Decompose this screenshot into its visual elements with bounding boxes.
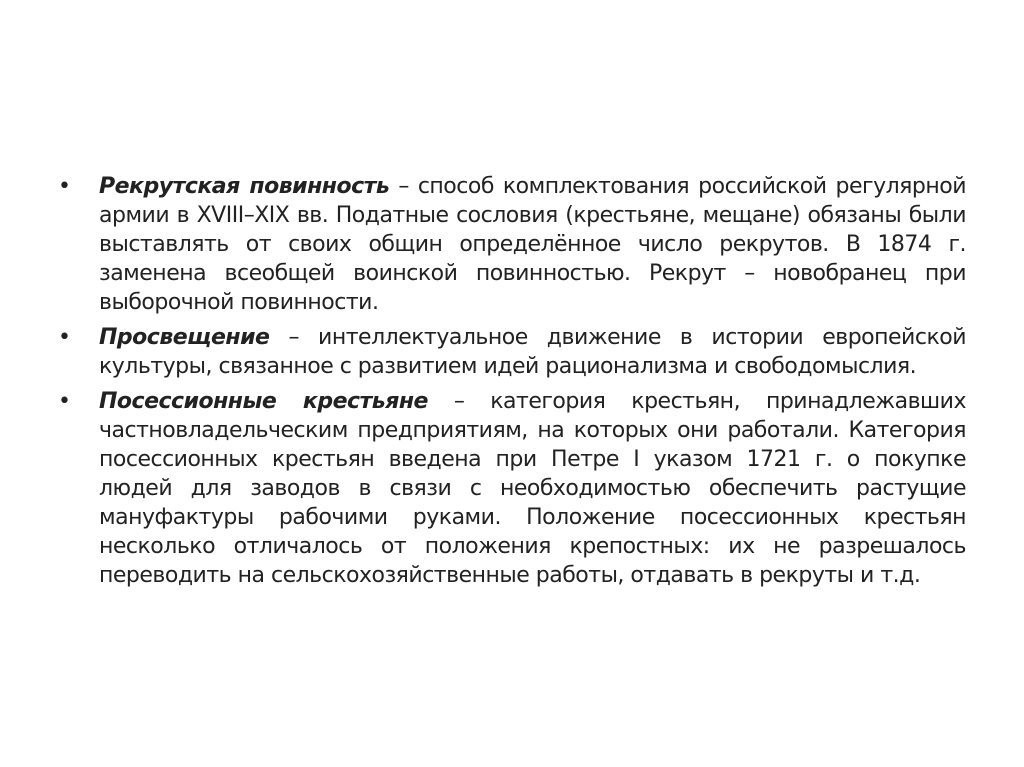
bullet-icon: • xyxy=(58,325,71,350)
definition-term: Рекрутская повинность xyxy=(99,174,390,199)
definition-list xyxy=(58,172,966,590)
definition-text: – интеллектуальное движение в истории европейской культуры, связанное с развитием идей рационализма и свободомыслия. xyxy=(99,325,966,379)
definition-item-possessional-peasants xyxy=(58,387,966,590)
bullet-icon: • xyxy=(58,389,71,414)
definition-text: – категория крестьян, принадлежавших частновладельческим предприятиям, на которых они работали. Категория посессионных крестьян введена при Петре I указом 1721 г. о покупке людей для заводов в связи с необходимостью обеспечить растущие мануфактуры рабочими руками. Положение посессионных крестьян несколько отличалось от положения крепостных: их не разрешалось переводить на сельскохозяйственные работы, отдавать в рекруты и т.д. xyxy=(99,389,966,588)
definition-item-recruit-duty xyxy=(58,172,966,317)
definition-term: Просвещение xyxy=(99,325,270,350)
definition-text: – способ комплектования российской регулярной армии в XVIII–XIX вв. Податные сословия (крестьяне, мещане) обязаны были выставлять от своих общин определённое число рекрутов. В 1874 г. заменена всеобщей воинской повинностью. Рекрут – новобранец при выборочной повинности. xyxy=(99,174,966,315)
bullet-icon: • xyxy=(58,174,71,199)
definition-term: Посессионные крестьяне xyxy=(99,389,428,414)
definition-item-enlightenment xyxy=(58,323,966,381)
slide-content xyxy=(58,172,966,596)
